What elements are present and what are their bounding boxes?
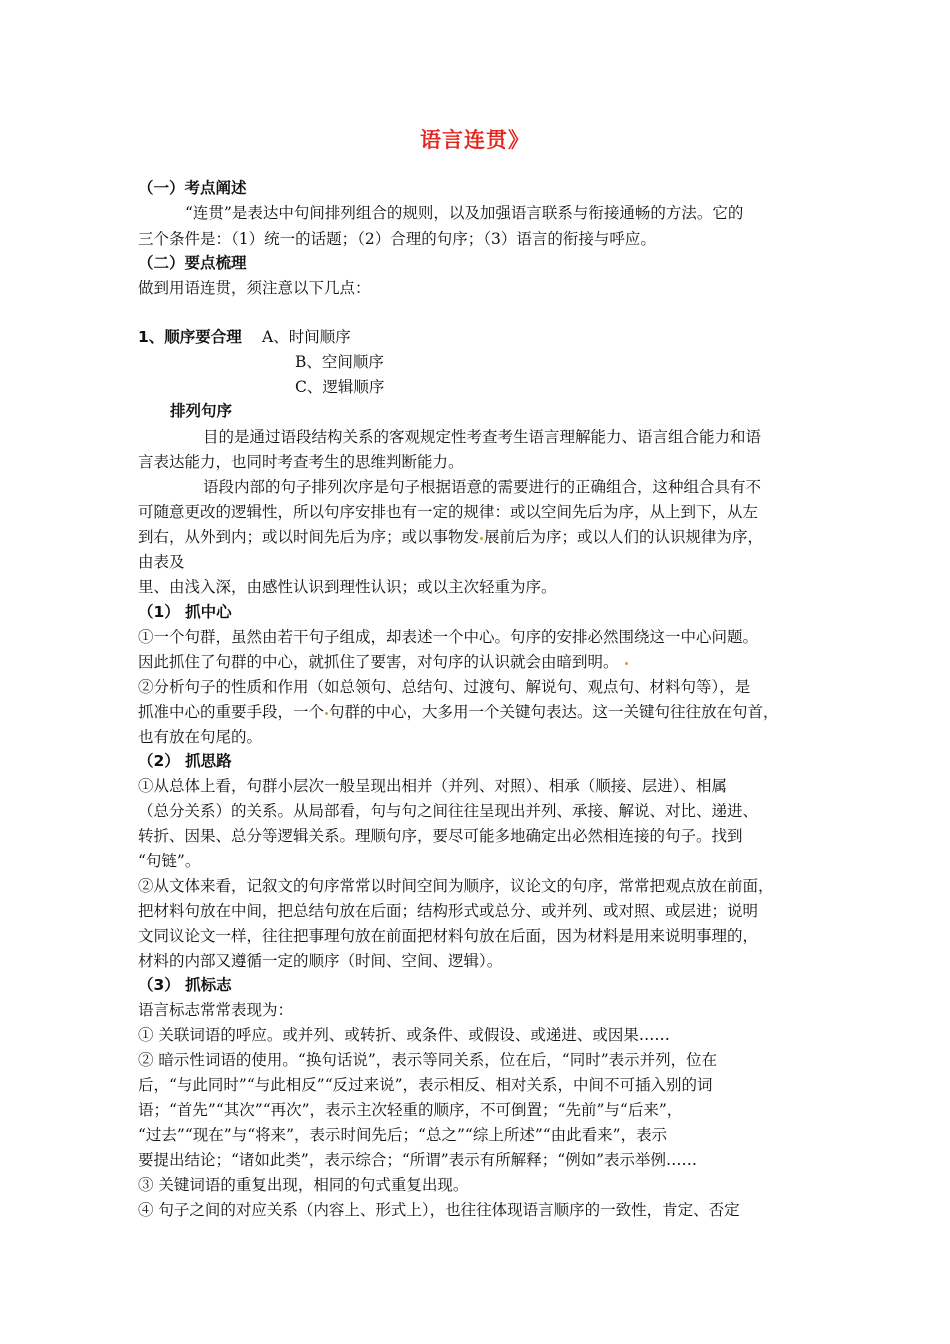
order-item-b: B、空间顺序	[295, 353, 384, 371]
subheading-center: （1） 抓中心	[138, 603, 232, 621]
paragraph-line: 也有放在句尾的。	[138, 728, 263, 746]
paragraph-line: 目的是通过语段结构关系的客观规定性考查考生语言理解能力、语言组合能力和语	[203, 428, 762, 446]
ink-dot	[480, 537, 483, 540]
paragraph-line: ④ 句子之间的对应关系（内容上、形式上），也往往体现语言顺序的一致性，肯定、否定	[138, 1201, 740, 1219]
paragraph-line: 言表达能力，也同时考查考生的思维判断能力。	[138, 453, 464, 471]
paragraph-line: 要提出结论；“诸如此类”，表示综合；“所谓”表示有所解释；“例如”表示举例……	[138, 1151, 698, 1169]
paragraph-line: “连贯”是表达中句间排列组合的规则，以及加强语言联系与衔接通畅的方法。它的	[185, 204, 744, 222]
paragraph-line: 可随意更改的逻辑性，所以句序安排也有一定的规律：或以空间先后为序，从上到下，从左	[138, 503, 759, 521]
paragraph-line: “句链”。	[138, 852, 201, 870]
section-heading-1: （一）考点阐述	[138, 179, 247, 197]
paragraph-line: 做到用语连贯，须注意以下几点：	[138, 279, 371, 297]
subheading-markers: （3） 抓标志	[138, 976, 232, 994]
paragraph-line	[138, 702, 779, 722]
section-heading-2: （二）要点梳理	[138, 254, 247, 272]
paragraph-line: 三个条件是：（1）统一的话题；（2）合理的句序；（3）语言的衔接与呼应。	[138, 230, 656, 248]
order-item-c: C、逻辑顺序	[295, 378, 385, 396]
ink-dot	[625, 662, 628, 665]
sort-heading: 排列句序	[170, 402, 233, 420]
paragraph-line: （总分关系）的关系。从局部看，句与句之间往往呈现出并列、承接、解说、对比、递进、	[138, 802, 759, 820]
order-heading: 1、顺序要合理	[138, 328, 242, 346]
page-title: 语言连贯》	[420, 128, 530, 152]
paragraph-line: 里、由浅入深，由感性认识到理性认识；或以主次轻重为序。	[138, 578, 557, 596]
paragraph-line: ①从总体上看，句群小层次一般呈现出相并（并列、对照）、相承（顺接、层进）、相属	[138, 777, 728, 795]
order-item-a: A、时间顺序	[262, 328, 351, 346]
paragraph-line: 后，“与此同时”“与此相反”“反过来说”，表示相反、相对关系，中间不可插入别的词	[138, 1076, 713, 1094]
paragraph-line: ③ 关键词语的重复出现，相同的句式重复出现。	[138, 1176, 469, 1194]
paragraph-line: “过去”“现在”与“将来”，表示时间先后；“总之”“综上所述”“由此看来”，表示	[138, 1126, 668, 1144]
paragraph-line	[138, 652, 629, 672]
paragraph-line: 语言标志常常表现为：	[138, 1001, 294, 1019]
paragraph-line: 材料的内部又遵循一定的顺序（时间、空间、逻辑）。	[138, 952, 503, 970]
paragraph-line: 语段内部的句子排列次序是句子根据语意的需要进行的正确组合，这种组合具有不	[203, 478, 762, 496]
text-segment: 展前后为序；或以人们的认识规律为序，	[484, 528, 764, 546]
text-segment: 到右，从外到内；或以时间先后为序；或以事物发	[138, 528, 480, 546]
paragraph-line: 由表及	[138, 553, 185, 571]
paragraph-line: ①一个句群，虽然由若干句子组成，却表述一个中心。句序的安排必然围绕这一中心问题。	[138, 628, 759, 646]
paragraph-line	[138, 527, 763, 547]
subheading-thread: （2） 抓思路	[138, 752, 232, 770]
ink-dot	[325, 712, 328, 715]
text-segment: 抓准中心的重要手段，一个	[138, 703, 325, 721]
paragraph-line: ②从文体来看，记叙文的句序常常以时间空间为顺序，议论文的句序，常常把观点放在前面，	[138, 877, 774, 895]
paragraph-line: ① 关联词语的呼应。或并列、或转折、或条件、或假设、或递进、或因果……	[138, 1026, 670, 1044]
text-segment: 句群的中心，大多用一个关键句表达。这一关键句往往放在句首，	[329, 703, 779, 721]
paragraph-line: 转折、因果、总分等逻辑关系。理顺句序，要尽可能多地确定出必然相连接的句子。找到	[138, 827, 743, 845]
paragraph-line: ② 暗示性词语的使用。“换句话说”，表示等同关系，位在后，“同时”表示并列，位在	[138, 1051, 718, 1069]
text-segment: 因此抓住了句群的中心，就抓住了要害，对句序的认识就会由暗到明。	[138, 653, 619, 671]
paragraph-line: ②分析句子的性质和作用（如总领句、总结句、过渡句、解说句、观点句、材料句等），是	[138, 678, 751, 696]
paragraph-line: 文同议论文一样，往往把事理句放在前面把材料句放在后面，因为材料是用来说明事理的，	[138, 927, 759, 945]
paragraph-line: 语；“首先”“其次”“再次”，表示主次轻重的顺序，不可倒置；“先前”与“后来”，	[138, 1101, 683, 1119]
paragraph-line: 把材料句放在中间，把总结句放在后面；结构形式或总分、或并列、或对照、或层进；说明	[138, 902, 759, 920]
